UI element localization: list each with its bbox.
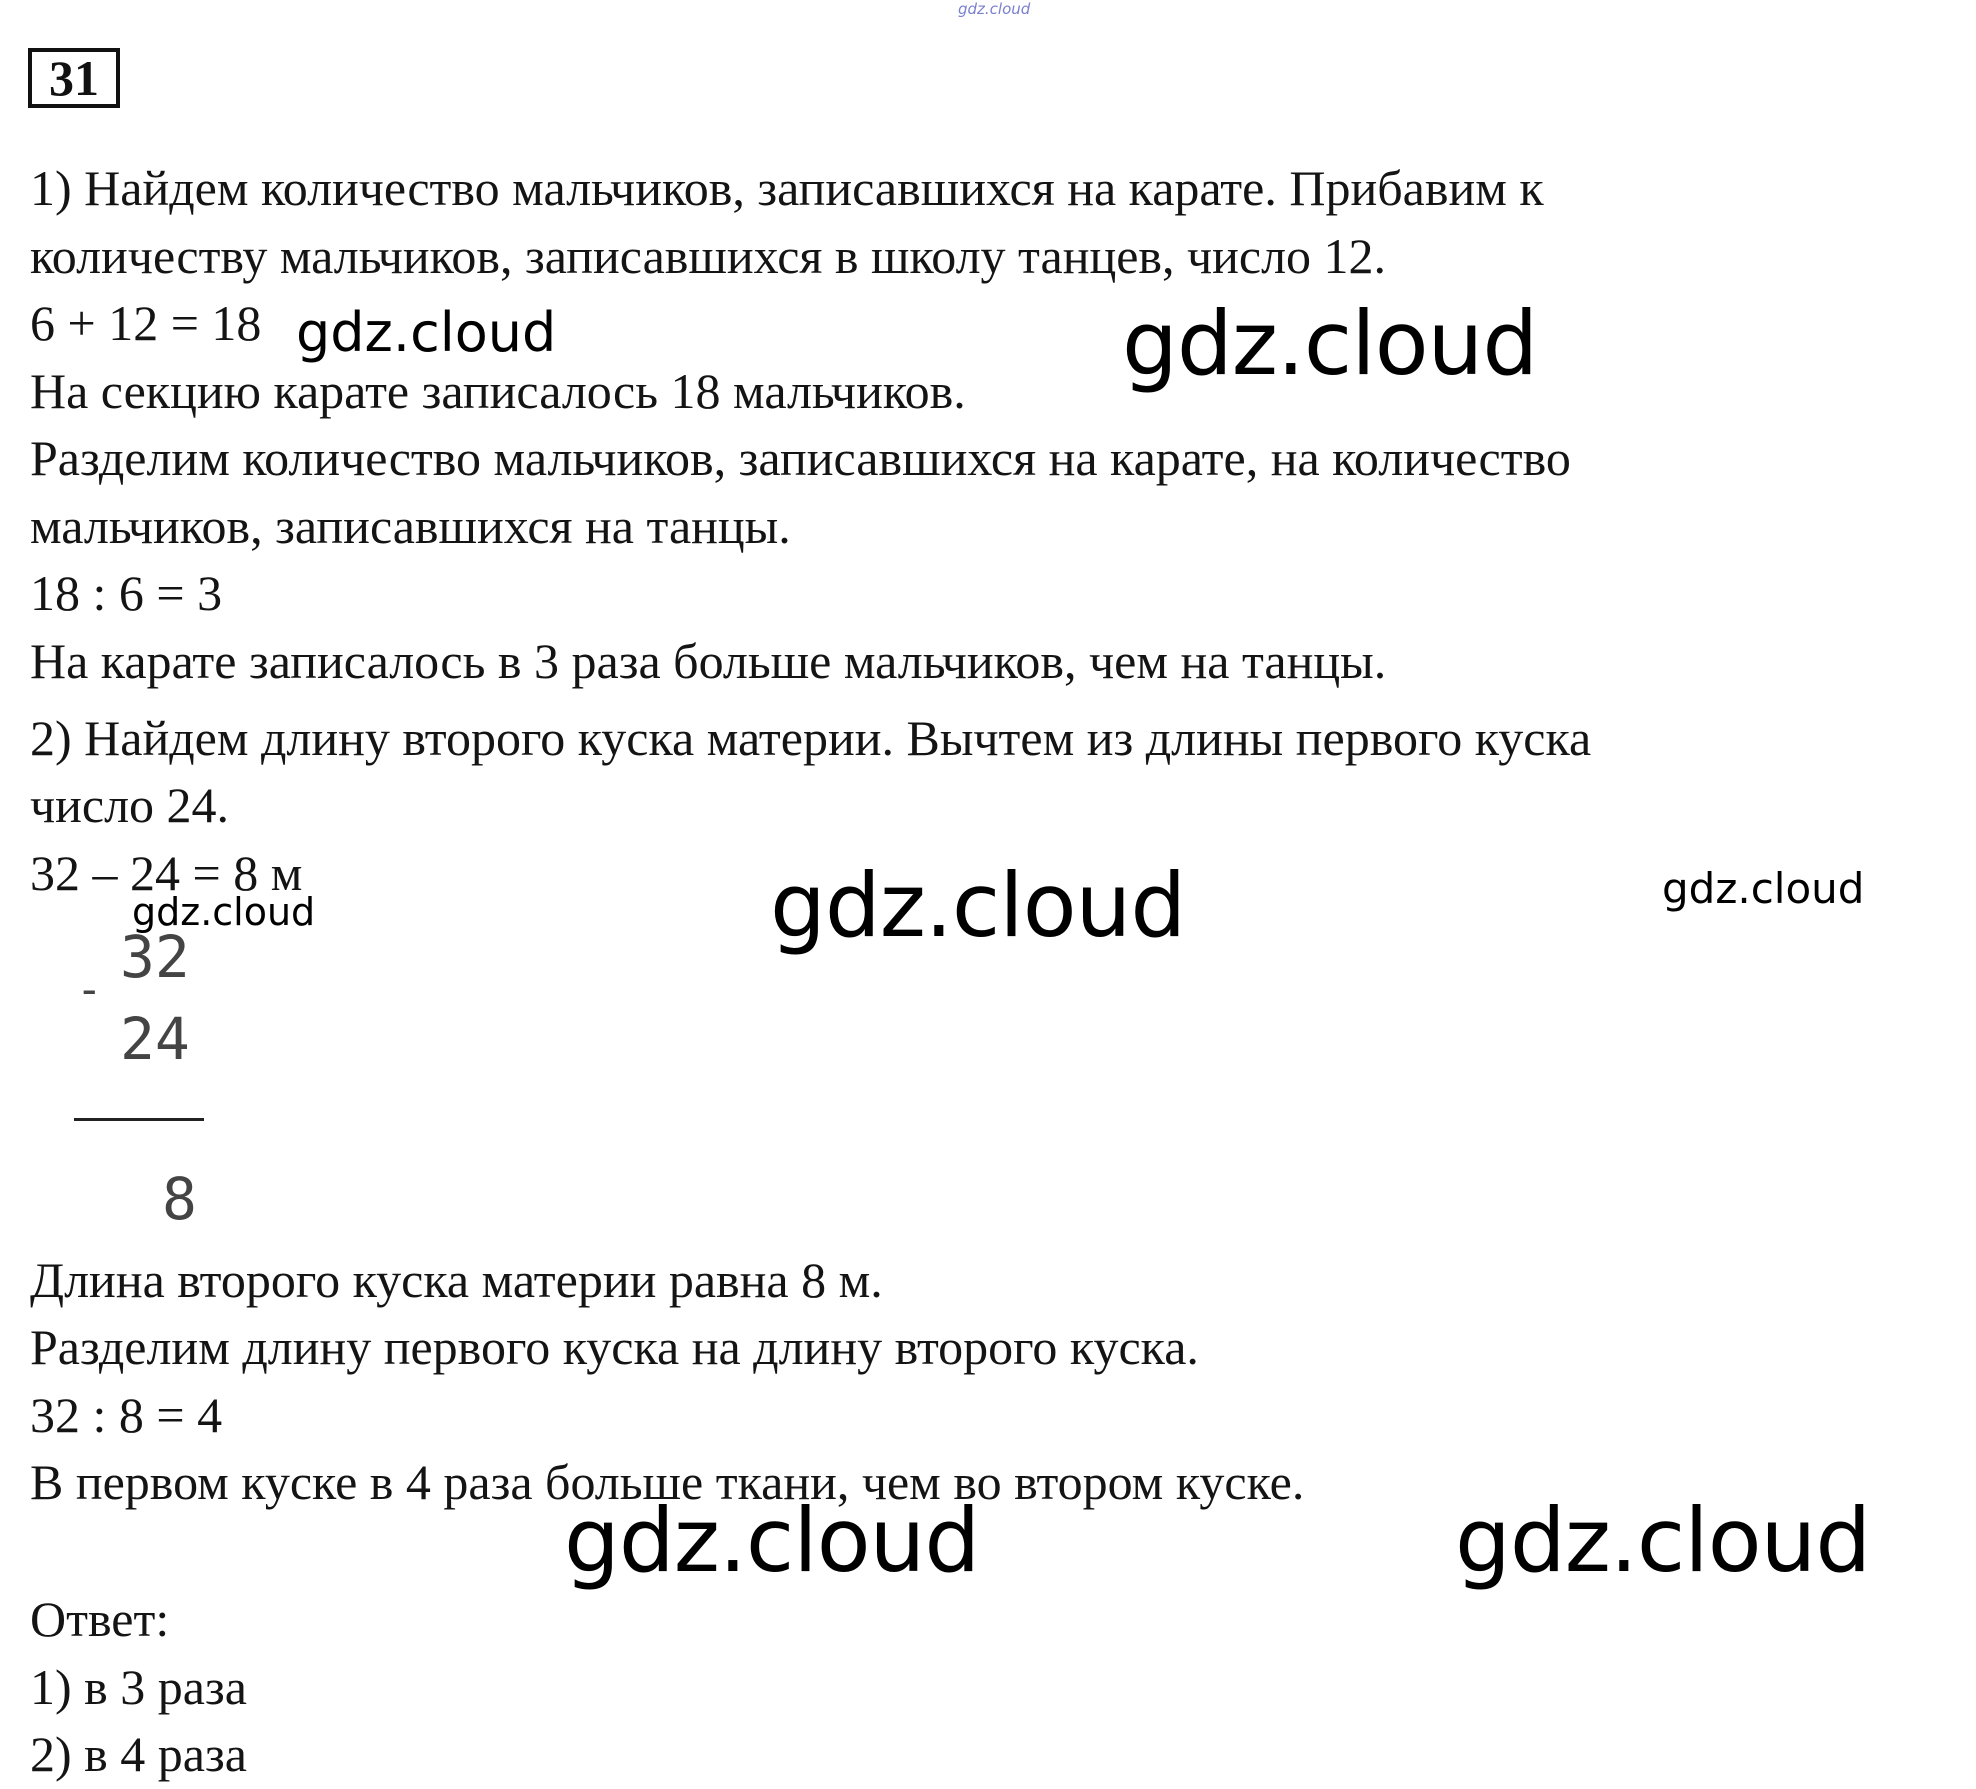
text-line: В первом куске в 4 раза больше ткани, чем во втором куске. bbox=[30, 1454, 1305, 1510]
equation-line: 32 – 24 = 8 м bbox=[30, 845, 303, 901]
watermark: gdz.cloud bbox=[296, 301, 557, 364]
equation-line: 32 : 8 = 4 bbox=[30, 1387, 223, 1443]
column-underline bbox=[74, 1118, 204, 1121]
watermark: gdz.cloud bbox=[1122, 292, 1538, 395]
watermark: gdz.cloud bbox=[564, 1489, 980, 1592]
answer-item: 1) в 3 раза bbox=[30, 1659, 247, 1715]
minuend: 32 bbox=[120, 923, 190, 991]
answer-item: 2) в 4 раза bbox=[30, 1726, 247, 1782]
watermark: gdz.cloud bbox=[132, 890, 316, 934]
text-line: Длина второго куска материи равна 8 м. bbox=[30, 1252, 883, 1308]
equation-line: 18 : 6 = 3 bbox=[30, 565, 223, 621]
text-line: 1) Найдем количество мальчиков, записавшихся на карате. Прибавим к bbox=[30, 160, 1544, 216]
minus-sign: - bbox=[76, 964, 103, 1015]
difference: 8 bbox=[162, 1165, 197, 1233]
answer-heading: Ответ: bbox=[30, 1591, 170, 1647]
text-line: 2) Найдем длину второго куска материи. Вычтем из длины первого куска bbox=[30, 710, 1592, 766]
text-line: На карате записалось в 3 раза больше мальчиков, чем на танцы. bbox=[30, 633, 1387, 689]
text-line: число 24. bbox=[30, 777, 230, 833]
text-line: Разделим количество мальчиков, записавшихся на карате, на количество bbox=[30, 430, 1571, 486]
watermark: gdz.cloud bbox=[1455, 1489, 1871, 1592]
text-line: мальчиков, записавшихся на танцы. bbox=[30, 498, 791, 554]
text-line: Разделим длину первого куска на длину второго куска. bbox=[30, 1319, 1199, 1375]
top-watermark: gdz.cloud bbox=[958, 0, 1031, 18]
watermark: gdz.cloud bbox=[1662, 864, 1865, 913]
task-number-box: 31 bbox=[28, 48, 120, 108]
subtrahend: 24 bbox=[120, 1005, 190, 1073]
text-line: На секцию карате записалось 18 мальчиков. bbox=[30, 363, 966, 419]
watermark: gdz.cloud bbox=[770, 854, 1186, 957]
equation-line: 6 + 12 = 18 bbox=[30, 295, 262, 351]
text-line: количеству мальчиков, записавшихся в школу танцев, число 12. bbox=[30, 228, 1387, 284]
